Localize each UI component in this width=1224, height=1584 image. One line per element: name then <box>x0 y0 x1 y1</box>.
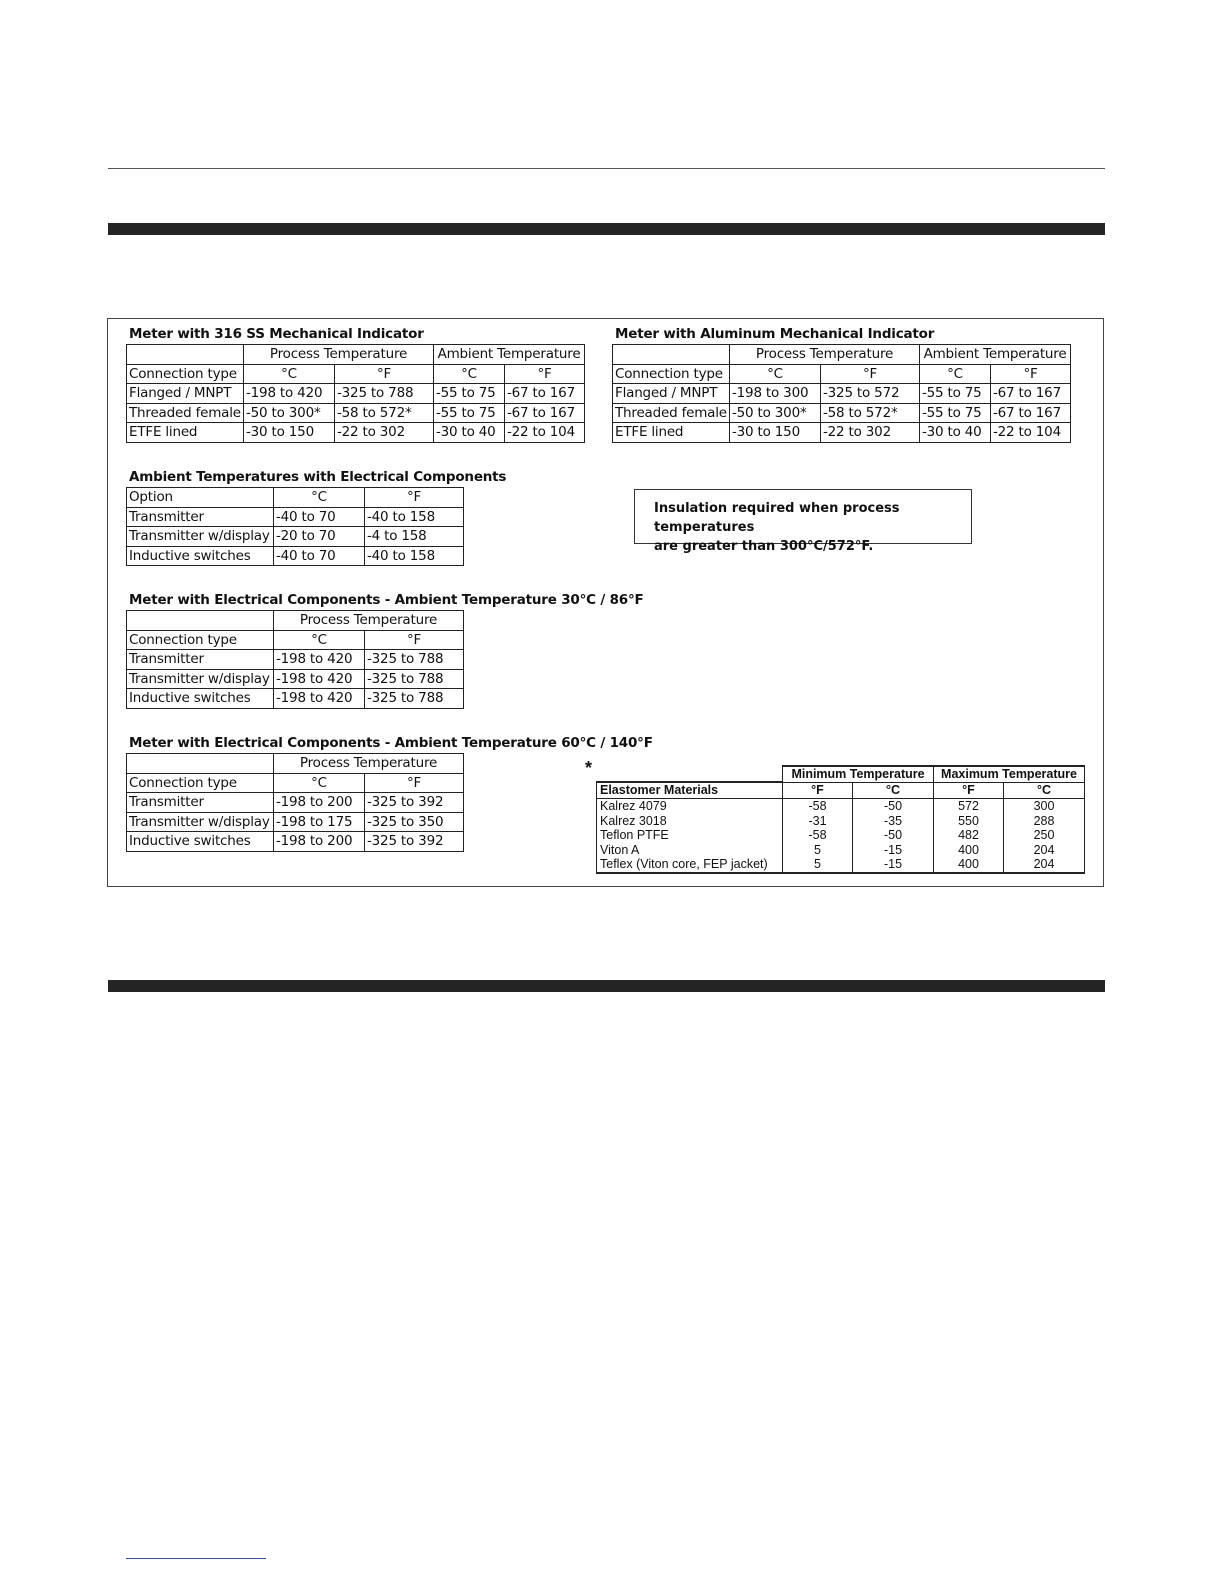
table-row: Threaded female -50 to 300* -58 to 572* -55 to 75 -67 to 167 <box>613 403 1071 423</box>
table-row: Transmitter w/display -20 to 70 -4 to 158 <box>127 527 464 547</box>
table-row: Flanged / MNPT -198 to 300 -325 to 572 -55 to 75 -67 to 167 <box>613 384 1071 404</box>
column-header: Elastomer Materials <box>597 782 783 798</box>
table-title: Meter with Electrical Components - Ambient Temperature 60°C / 140°F <box>129 735 653 751</box>
aluminum-indicator-table <box>612 344 1071 443</box>
ss-indicator-table <box>126 344 585 443</box>
unit-header: °F <box>335 364 434 384</box>
column-header: Option <box>127 488 274 508</box>
table-row: Transmitter -198 to 420 -325 to 788 <box>127 650 464 670</box>
table-row: Inductive switches -198 to 420 -325 to 788 <box>127 689 464 709</box>
table-title: Meter with 316 SS Mechanical Indicator <box>129 326 424 342</box>
column-header: Connection type <box>613 364 730 384</box>
table-row: Inductive switches -198 to 200 -325 to 392 <box>127 832 464 852</box>
table-row: Kalrez 3018 -31 -35 550 288 <box>597 813 1085 828</box>
table-row: ETFE lined -30 to 150 -22 to 302 -30 to 40 -22 to 104 <box>613 423 1071 443</box>
unit-header: °F <box>365 630 464 650</box>
unit-header: °F <box>783 782 853 798</box>
unit-header: °C <box>920 364 991 384</box>
unit-header: °C <box>853 782 934 798</box>
group-header: Process Temperature <box>244 345 434 365</box>
unit-header: °F <box>365 773 464 793</box>
section-bar-top <box>108 223 1105 235</box>
unit-header: °C <box>434 364 505 384</box>
table-row: Threaded female -50 to 300* -58 to 572* -55 to 75 -67 to 167 <box>127 403 585 423</box>
table-row: Transmitter -198 to 200 -325 to 392 <box>127 793 464 813</box>
unit-header: °C <box>1004 782 1085 798</box>
table-title: Ambient Temperatures with Electrical Components <box>129 469 507 485</box>
table-row: Transmitter -40 to 70 -40 to 158 <box>127 507 464 527</box>
unit-header: °C <box>274 773 365 793</box>
unit-header: °C <box>274 630 365 650</box>
note-line: are greater than 300°C/572°F. <box>654 539 874 554</box>
column-header: Connection type <box>127 773 274 793</box>
table-title: Meter with Aluminum Mechanical Indicator <box>615 326 935 342</box>
group-header: Ambient Temperature <box>920 345 1071 365</box>
insulation-note <box>634 489 972 554</box>
unit-header: °F <box>505 364 585 384</box>
group-header: Process Temperature <box>730 345 920 365</box>
ss-indicator-block <box>126 326 585 443</box>
group-header: Process Temperature <box>274 611 464 631</box>
group-header: Ambient Temperature <box>434 345 585 365</box>
table-row: Kalrez 4079 -58 -50 572 300 <box>597 798 1085 813</box>
section-bar-bottom <box>108 980 1105 992</box>
unit-header: °F <box>821 364 920 384</box>
footer-link-underline[interactable] <box>126 1558 266 1559</box>
table-title: Meter with Electrical Components - Ambient Temperature 30°C / 86°F <box>129 592 644 608</box>
ambient-electrical-table <box>126 487 464 566</box>
unit-header: °F <box>991 364 1071 384</box>
ambient-electrical-block <box>126 469 506 566</box>
table-row: Transmitter w/display -198 to 420 -325 to 788 <box>127 669 464 689</box>
electrical-60c-table <box>126 753 464 852</box>
table-row: Flanged / MNPT -198 to 420 -325 to 788 -55 to 75 -67 to 167 <box>127 384 585 404</box>
table-row: ETFE lined -30 to 150 -22 to 302 -30 to 40 -22 to 104 <box>127 423 585 443</box>
table-row: Teflex (Viton core, FEP jacket) 5 -15 400 204 <box>597 857 1085 873</box>
group-header: Minimum Temperature <box>783 766 934 782</box>
group-header: Process Temperature <box>274 754 464 774</box>
header-rule <box>108 168 1105 169</box>
table-row: Transmitter w/display -198 to 175 -325 to 350 <box>127 812 464 832</box>
electrical-30c-block <box>126 592 644 709</box>
unit-header: °C <box>730 364 821 384</box>
table-row: Teflon PTFE -58 -50 482 250 <box>597 828 1085 843</box>
footnote-star: * <box>585 758 593 778</box>
table-row: Inductive switches -40 to 70 -40 to 158 <box>127 546 464 566</box>
unit-header: °F <box>934 782 1004 798</box>
elastomer-table <box>596 765 1085 874</box>
electrical-60c-block <box>126 735 653 852</box>
column-header: Connection type <box>127 364 244 384</box>
table-row: Viton A 5 -15 400 204 <box>597 842 1085 857</box>
group-header: Maximum Temperature <box>934 766 1085 782</box>
unit-header: °C <box>244 364 335 384</box>
unit-header: °C <box>274 488 365 508</box>
column-header: Connection type <box>127 630 274 650</box>
aluminum-indicator-block <box>612 326 1071 443</box>
unit-header: °F <box>365 488 464 508</box>
note-line: Insulation required when process temperatures <box>654 501 900 535</box>
electrical-30c-table <box>126 610 464 709</box>
